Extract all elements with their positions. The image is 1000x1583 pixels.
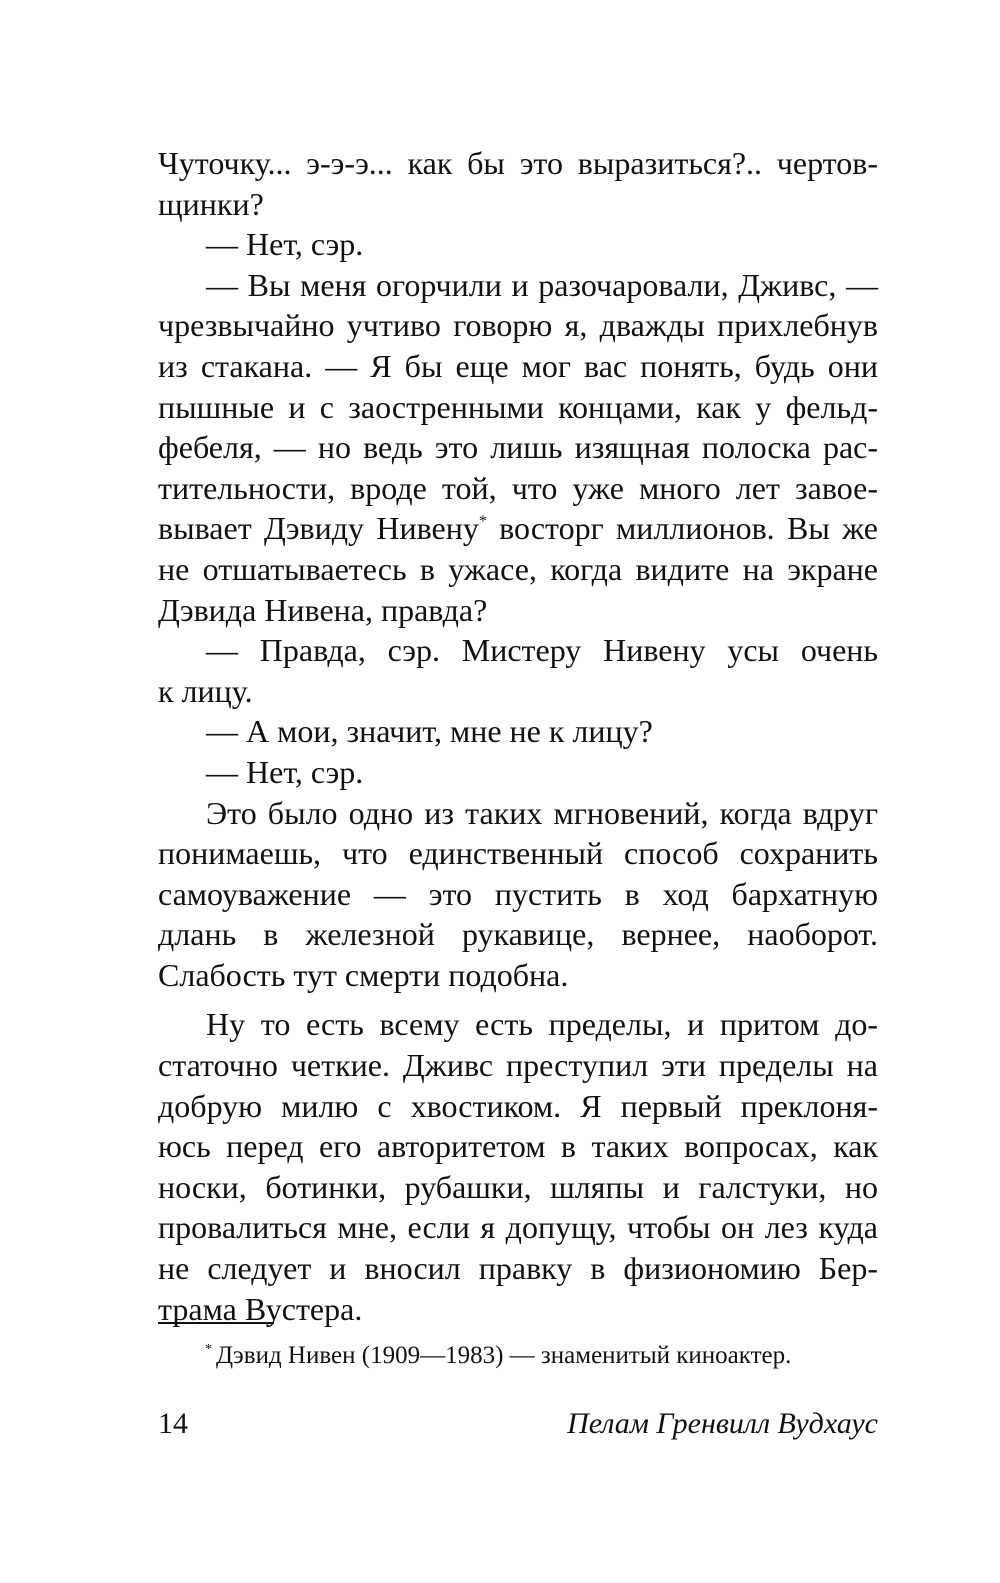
footnote bbox=[205, 1340, 885, 1372]
text-line: понимаешь, что единственный способ сохранить bbox=[158, 835, 878, 872]
text-line: пышные и с заостренными концами, как у фельд- bbox=[158, 388, 878, 425]
text-line: — Правда, сэр. Мистеру Нивену усы очень bbox=[206, 632, 878, 669]
text-line: Дэвида Нивена, правда? bbox=[158, 591, 488, 628]
text-line: самоуважение — это пустить в ход бархатную bbox=[158, 875, 878, 912]
text-line: провалиться мне, если я допущу, чтобы он лез куда bbox=[158, 1209, 878, 1246]
text-line: чрезвычайно учтиво говорю я, дважды прихлебнув bbox=[158, 307, 878, 344]
text-line: носки, ботинки, рубашки, шляпы и галстуки, но bbox=[158, 1168, 878, 1205]
text-line: юсь перед его авторитетом в таких вопросах, как bbox=[158, 1128, 878, 1165]
text-segment: восторг миллионов. Вы же bbox=[486, 510, 879, 547]
text-line: из стакана. — Я бы еще мог вас понять, будь они bbox=[158, 347, 878, 384]
text-line: статочно четкие. Дживс преступил эти пределы на bbox=[158, 1047, 878, 1084]
text-line: — Нет, сэр. bbox=[206, 226, 364, 263]
text-line: не следует и вносил правку в физиономию Бер- bbox=[158, 1250, 878, 1287]
footnote-marker: * bbox=[478, 513, 487, 531]
text-line: Это было одно из таких мгновений, когда вдруг bbox=[206, 794, 878, 831]
text-line: трама Вустера. bbox=[158, 1290, 363, 1327]
text-line: Слабость тут смерти подобна. bbox=[158, 956, 569, 993]
footnote-divider bbox=[158, 1322, 274, 1324]
paragraph-gap bbox=[158, 995, 878, 1004]
text-line: длань в железной рукавице, вернее, наоборот. bbox=[158, 916, 878, 953]
text-line-with-footnote bbox=[158, 508, 878, 549]
footnote-marker: * bbox=[205, 1342, 212, 1357]
text-line: — А мои, значит, мне не к лицу? bbox=[206, 713, 653, 750]
text-line: — Вы меня огорчили и разочаровали, Дживс, — bbox=[206, 266, 878, 303]
text-line: не отшатываетесь в ужасе, когда видите на экране bbox=[158, 550, 878, 587]
text-line: добрую милю с хвостиком. Я первый преклоня- bbox=[158, 1087, 878, 1124]
text-line: Ну то есть всему есть пределы, и притом до- bbox=[206, 1006, 878, 1043]
body-text bbox=[158, 143, 878, 1329]
text-line: Чуточку... э-э-э... как бы это выразиться?.. чертов- bbox=[158, 145, 878, 181]
text-line: щинки? bbox=[158, 185, 264, 222]
text-line: фебеля, — но ведь это лишь изящная полоска рас- bbox=[158, 429, 878, 466]
text-line: — Нет, сэр. bbox=[206, 753, 364, 790]
page-number: 14 bbox=[158, 1407, 188, 1440]
running-footer-author: Пелам Гренвилл Вудхаус bbox=[567, 1407, 878, 1440]
text-line: к лицу. bbox=[158, 672, 253, 709]
text-line: тительности, вроде той, что уже много лет завое- bbox=[158, 469, 878, 506]
footnote-text: Дэвид Нивен (1909—1983) — знаменитый киноактер. bbox=[216, 1342, 792, 1369]
text-segment: вывает Дэвиду Нивену bbox=[158, 510, 479, 547]
